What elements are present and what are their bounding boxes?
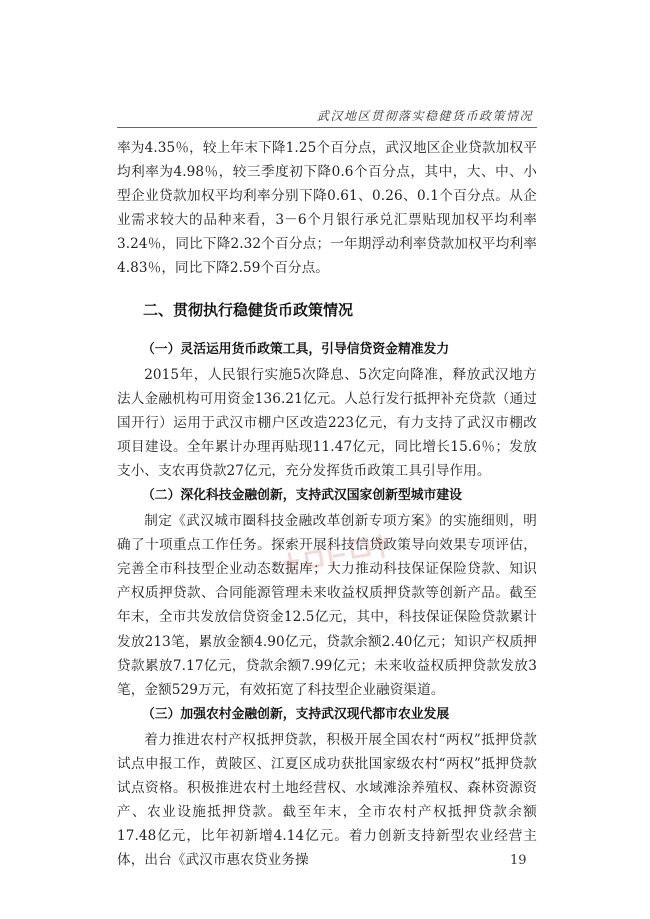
paragraph-tech-finance: 制定《武汉城市圈科技金融改革创新专项方案》的实施细则，明确了十项重点工作任务。探索开展科技信贷政策导向效果专项评估，完善全市科技型企业动态数据库；大力推动科技保证保险贷款、知识产权质押贷款、合同能源管理未来收益权质押贷款等创新产品。截至年末，全市共发放信贷资金12.5亿元，其中，科技保证保险贷款累计发放213笔，累放金额4.90亿元，贷款余额2.40亿元；知识产权质押贷款累放7.17亿元，贷款余额7.99亿元；未来收益权质押贷款发放3笔，金额529万元，有效拓宽了科技型企业融资渠道。 — [117, 513, 537, 698]
running-header: 武汉地区贯彻落实稳健货币政策情况 — [316, 109, 533, 123]
subsection-title-2: （二）深化科技金融创新，支持武汉国家创新型城市建设 — [142, 488, 462, 504]
paragraph-rural-finance: 着力推进农村产权抵押贷款，积极开展全国农村“两权”抵押贷款试点申报工作，黄陂区、江夏区成功获批国家级农村“两权”抵押贷款试点资格。积极推进农村土地经营权、水域滩涂养殖权、森林资源资产、农业设施抵押贷款。截至年末，全市农村产权抵押贷款余额17.48亿元，比年初新增4.14亿元。着力创新支持新型农业经营主体，出台《武汉市惠农贷业务操 — [117, 731, 537, 869]
subsection-title-3: （三）加强农村金融创新，支持武汉现代都市农业发展 — [142, 706, 450, 722]
section-title: 二、贯彻执行稳健货币政策情况 — [143, 300, 354, 319]
subsection-title-1: （一）灵活运用货币政策工具，引导信贷资金精准发力 — [142, 341, 450, 357]
paragraph-policy-tools: 2015年，人民银行实施5次降息、5次定向降准，释放武汉地方法人金融机构可用资金136.21亿元。人总行发行抵押补充贷款（通过国开行）运用于武汉市棚户区改造223亿元，有力支持了武汉市棚改项目建设。全年累计办理再贴现11.47亿元，同比增长15.6％；发放支小、支农再贷款27亿元，充分发挥货币政策工具引导作用。 — [117, 366, 537, 479]
header-rule — [117, 127, 537, 128]
paragraph-interest-rates: 率为4.35％，较上年末下降1.25个百分点，武汉地区企业贷款加权平均利率为4.98％，较三季度初下降0.6个百分点，其中，大、中、小型企业贷款加权平均利率分别下降0.61、0.26、0.1个百分点。从企业需求较大的品种来看，3－6个月银行承兑汇票贴现加权平均利率3.24％，同比下降2.32个百分点；一年期浮动利率贷款加权平均利率4.83％，同比下降2.59个百分点。 — [117, 140, 537, 277]
document-body — [117, 136, 537, 872]
page-number: 19 — [510, 853, 527, 868]
